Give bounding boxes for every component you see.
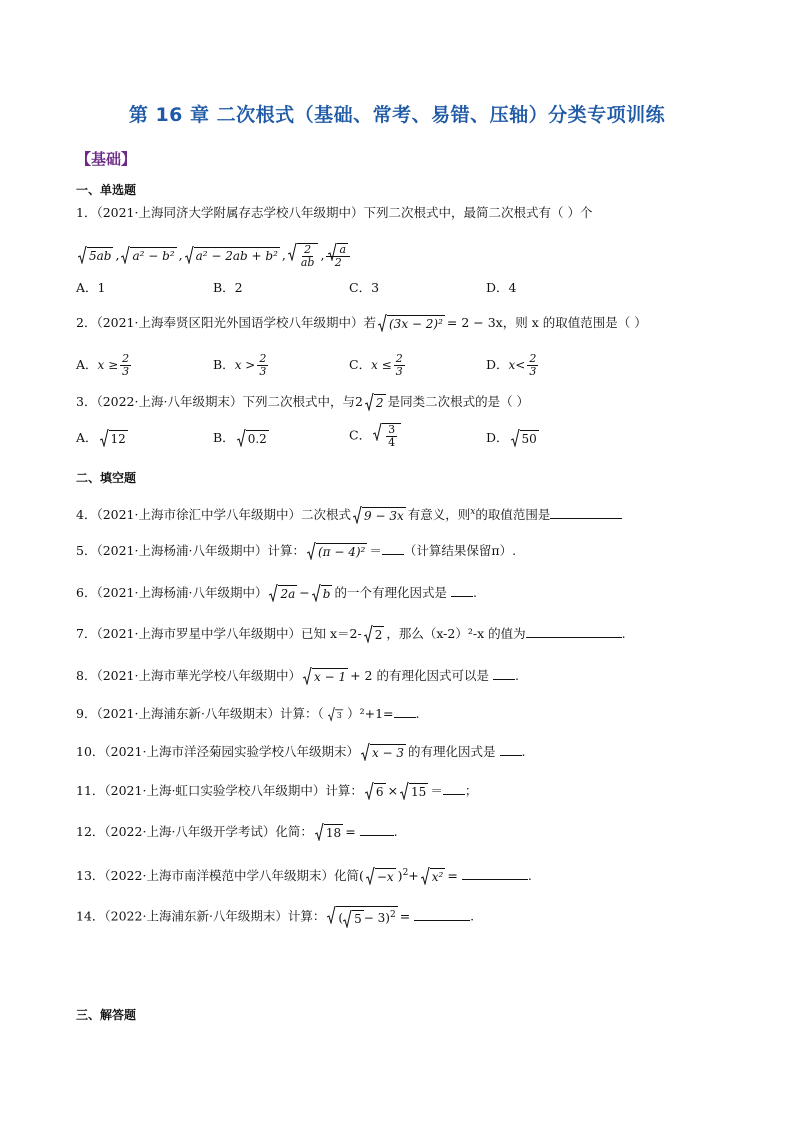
question-1-expressions: 5ab , a² − b² , a² − 2ab + b² , $\frac{2}{ab}$ , $\frac{a}{2}$ xyxy=(76,243,352,269)
question-2-stem: 2．（2021·上海奉贤区阳光外国语学校八年级期中）若 (3x − 2)² = 2 − 3x，则 x 的取值范围是（ ） xyxy=(76,313,647,334)
option-B[interactable]: B．x > $\frac{2}{3}$ xyxy=(213,352,267,378)
option-C[interactable]: C．3 xyxy=(349,280,380,295)
radical-fraction: $\frac{2}{ab}$ xyxy=(288,243,319,269)
question-12: 12．（2022·上海·八年级开学考试）化简： 18 = . xyxy=(76,824,398,840)
section-heading-answer: 三、解答题 xyxy=(76,1008,137,1022)
answer-blank[interactable] xyxy=(394,706,416,718)
option-C[interactable]: C． $\frac{3}{4}$ xyxy=(349,423,403,449)
answer-blank[interactable] xyxy=(493,668,515,680)
question-3-stem: 3．（2022·上海·八年级期末）下列二次根式中，与2 2 是同类二次根式的是（ ） xyxy=(76,392,529,413)
option-D[interactable]: D．4 xyxy=(486,280,517,295)
page-title: 第 16 章 二次根式（基础、常考、易错、压轴）分类专项训练 xyxy=(128,104,666,126)
question-5: 5．（2021·上海杨浦·八年级期中）计算： (π − 4)² ＝ （计算结果保留π）. xyxy=(76,543,517,559)
option-A[interactable]: A． 12 xyxy=(76,430,126,446)
radical: 5ab xyxy=(78,246,113,266)
option-B[interactable]: B． 0.2 xyxy=(213,430,267,446)
option-A[interactable]: A．1 xyxy=(76,280,106,295)
option-A[interactable]: A．x ≥ $\frac{2}{3}$ xyxy=(76,352,130,378)
answer-blank[interactable] xyxy=(462,868,528,880)
answer-blank[interactable] xyxy=(360,824,394,836)
answer-blank[interactable] xyxy=(443,783,465,795)
question-11: 11．（2021·上海·虹口实验学校八年级期中）计算： 6 × 15 ＝ ； xyxy=(76,783,478,799)
option-D[interactable]: D． 50 xyxy=(486,430,537,446)
fraction: $\frac{a}{2}$ xyxy=(326,243,350,269)
question-6: 6．（2021·上海杨浦·八年级期中） 2a − b 的一个有理化因式是 . xyxy=(76,585,477,601)
question-8: 8．（2021·上海市華光学校八年级期中） x − 1 + 2 的有理化因式可以是 . xyxy=(76,668,519,684)
radical: (3x − 2)² xyxy=(378,314,445,334)
radical: a² − 2ab + b² xyxy=(185,246,280,266)
radical: a² − b² xyxy=(121,246,176,266)
answer-blank[interactable] xyxy=(526,626,622,638)
radical: 2 xyxy=(365,393,386,413)
question-7: 7．（2021·上海市罗星中学八年级期中）已知 x＝2- 2 ，那么（x-2）²-x 的值为 . xyxy=(76,626,626,642)
section-heading-fill-blank: 二、填空题 xyxy=(76,471,137,485)
question-14: 14．（2022·上海浦东新·八年级期末）计算： ( 5 − 3)$^2$ = . xyxy=(76,906,474,928)
question-13: 13．（2022·上海市南洋模范中学八年级期末）化简( −x )$^2$+ x² = . xyxy=(76,868,532,884)
section-heading-single-choice: 一、单选题 xyxy=(76,183,137,197)
question-4: 4．（2021·上海市徐汇中学八年级期中）二次根式 9 − 3x 有意义，则$^x$的取值范围是 xyxy=(76,502,622,526)
answer-blank[interactable] xyxy=(414,909,470,921)
answer-blank[interactable] xyxy=(500,744,522,756)
answer-blank[interactable] xyxy=(382,543,404,555)
option-D[interactable]: D．x< $\frac{2}{3}$ xyxy=(486,352,537,378)
option-C[interactable]: C．x ≤ $\frac{2}{3}$ xyxy=(349,352,403,378)
option-B[interactable]: B．2 xyxy=(213,280,243,295)
question-9: 9．（2021·上海浦东新·八年级期末）计算：（ 3 ）²+1= . xyxy=(76,706,420,721)
question-10: 10．（2021·上海市洋泾菊园实验学校八年级期末） x − 3 的有理化因式是 . xyxy=(76,744,526,760)
question-1-stem: 1．（2021·上海同济大学附属存志学校八年级期中）下列二次根式中，最简二次根式有（ ）个 xyxy=(76,205,593,220)
level-badge: 【基础】 xyxy=(76,150,137,168)
answer-blank[interactable] xyxy=(451,585,473,597)
answer-blank[interactable] xyxy=(550,507,622,519)
